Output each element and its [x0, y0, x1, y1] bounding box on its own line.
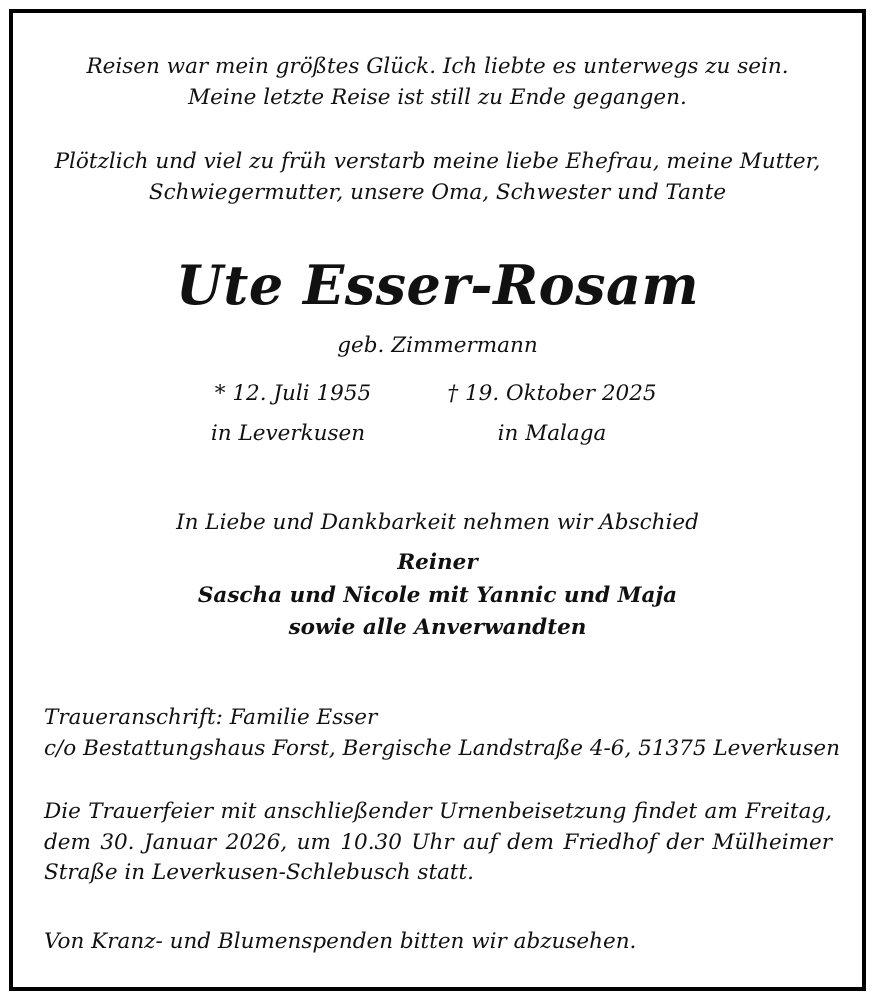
deceased-name: Ute Esser-Rosam	[175, 253, 700, 317]
closing-note: Von Kranz- und Blumenspenden bitten wir abzusehen.	[44, 929, 637, 954]
birth-place: in Leverkusen	[210, 421, 366, 446]
mourner-line: Sascha und Nicole mit Yannic und Maja	[197, 583, 678, 608]
ceremony-line-2: dem 30. Januar 2026, um 10.30 Uhr auf dem Friedhof der Mülheimer	[44, 829, 832, 855]
death-date: † 19. Oktober 2025	[447, 381, 657, 406]
birth-date: * 12. Juli 1955	[214, 381, 372, 406]
address-line: c/o Bestattungshaus Forst, Bergische Landstraße 4-6, 51375 Leverkusen	[44, 736, 840, 761]
quote-line-2: Meine letzte Reise ist still zu Ende gegangen.	[188, 85, 687, 110]
ceremony-line-1: Die Trauerfeier mit anschließender Urnenbeisetzung findet am Freitag,	[44, 799, 832, 824]
intro-line-2: Schwiegermutter, unsere Oma, Schwester und Tante	[148, 180, 727, 205]
address-label: Traueranschrift: Familie Esser	[44, 705, 378, 730]
maiden-name: geb. Zimmermann	[337, 333, 538, 358]
mourner-line: Reiner	[397, 550, 478, 575]
mourner-line: sowie alle Anverwandten	[288, 615, 587, 640]
farewell-intro: In Liebe und Dankbarkeit nehmen wir Abschied	[176, 510, 699, 535]
death-place: in Malaga	[497, 421, 607, 446]
ceremony-paragraph	[44, 797, 832, 889]
quote-line-1: Reisen war mein größtes Glück. Ich liebte es unterwegs zu sein.	[86, 54, 789, 79]
ceremony-line-3: Straße in Leverkusen-Schlebusch statt.	[44, 860, 475, 885]
intro-line-1: Plötzlich und viel zu früh verstarb meine liebe Ehefrau, meine Mutter,	[54, 149, 821, 174]
